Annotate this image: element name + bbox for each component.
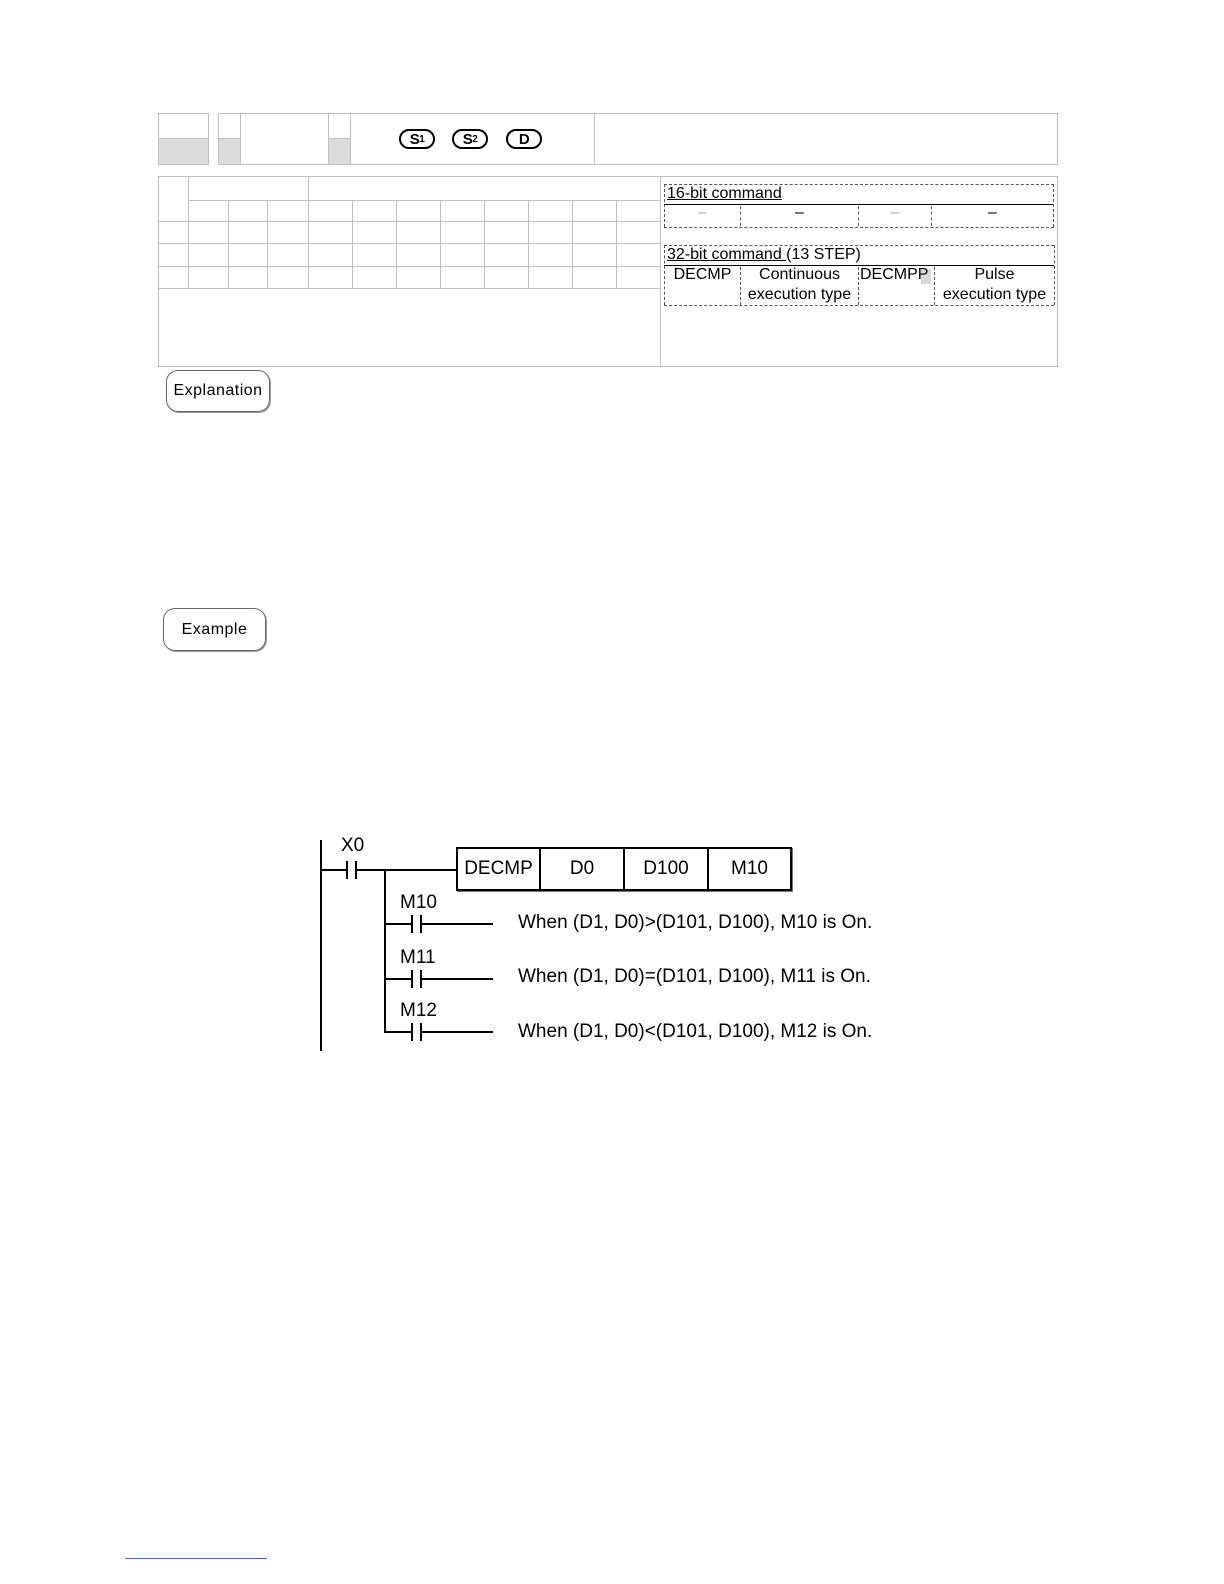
m12-contact-bar-left <box>411 1023 413 1041</box>
mnemonic-shade-2 <box>329 139 350 164</box>
x0-wire-right <box>357 869 456 871</box>
bit32-div-2 <box>858 267 859 305</box>
m12-contact-label: M12 <box>400 1000 437 1021</box>
x0-wire-left <box>322 869 346 871</box>
m10-contact-label: M10 <box>400 892 437 913</box>
operand-d: D <box>506 129 542 149</box>
instruction-s2-cell: D100 <box>625 848 709 890</box>
bit16-cell-4: – <box>988 204 997 221</box>
explanation-label: Explanation <box>166 370 270 412</box>
mnemonic-hline-1 <box>219 138 240 139</box>
mnemonic-divider-3 <box>350 113 351 165</box>
bit32-pulse-label-2: execution type <box>942 286 1047 303</box>
grid-vline <box>352 200 353 288</box>
grid-hline <box>159 288 660 289</box>
grid-vline <box>484 200 485 288</box>
x0-contact-bar-left <box>346 861 348 879</box>
bit32-title-steps: (13 STEP) <box>786 246 861 263</box>
branch-rail <box>384 870 386 1033</box>
grid-hline <box>159 221 660 222</box>
bit16-cell-3: – <box>890 204 900 221</box>
grid-vline <box>616 200 617 288</box>
grid-vline <box>228 200 229 288</box>
function-divider <box>594 113 595 165</box>
grid-vline <box>188 177 189 288</box>
bit16-bottom-border <box>664 227 1054 228</box>
m11-contact-bar-left <box>411 970 413 988</box>
instruction-mnemonic-cell: DECMP <box>458 848 541 890</box>
grid-vline <box>267 200 268 288</box>
m11-condition-text: When (D1, D0)=(D101, D100), M11 is On. <box>518 966 871 987</box>
grid-vline <box>528 200 529 288</box>
bit16-right-border <box>1053 184 1054 227</box>
left-power-rail <box>320 840 322 1051</box>
bit32-title <box>667 246 861 264</box>
grid-hline <box>159 243 660 244</box>
bit32-continuous-mnemonic: DECMP <box>673 266 732 283</box>
api-number-divider <box>159 138 208 139</box>
grid-vline <box>572 200 573 288</box>
m12-condition-text: When (D1, D0)<(D101, D100), M12 is On. <box>518 1021 873 1042</box>
grid-hline <box>159 266 660 267</box>
m11-wire-right <box>422 978 493 980</box>
bit32-pulse-mnemonic: DECMPP <box>860 266 929 283</box>
grid-vline <box>308 177 309 288</box>
bit32-pulse-label-1: Pulse <box>974 266 1015 283</box>
grid-hline <box>188 200 660 201</box>
bit32-title-underlined: 32-bit command <box>667 246 787 263</box>
m10-wire-right <box>422 923 493 925</box>
mnemonic-shade-1 <box>219 139 240 164</box>
m10-wire-left <box>386 923 411 925</box>
table-split <box>660 176 661 367</box>
m12-wire-right <box>422 1031 493 1033</box>
example-label: Example <box>163 608 266 651</box>
bit32-bottom-border <box>664 305 1054 306</box>
m11-wire-left <box>386 978 411 980</box>
m10-contact-bar-left <box>411 915 413 933</box>
instruction-d-cell: M10 <box>731 858 768 879</box>
x0-contact-label: X0 <box>341 835 365 856</box>
grid-vline <box>440 200 441 288</box>
mnemonic-divider-1 <box>240 113 241 165</box>
bit32-continuous-label-2: execution type <box>747 286 852 303</box>
bit32-continuous-label-1: Continuous <box>759 266 840 283</box>
bit32-right-border <box>1054 245 1055 305</box>
operand-s1: S 1 <box>399 129 435 149</box>
m11-contact-label: M11 <box>400 947 436 968</box>
bit16-title: 16-bit command <box>667 185 782 202</box>
m12-wire-left <box>386 1031 411 1033</box>
operand-s2: S 2 <box>452 129 488 149</box>
bit16-cell-2: – <box>795 204 804 221</box>
api-number-shade <box>159 139 208 164</box>
footnote-rule <box>125 1558 267 1559</box>
bit16-cell-1: – <box>698 204 707 221</box>
mnemonic-hline-2 <box>329 138 350 139</box>
m10-condition-text: When (D1, D0)>(D101, D100), M10 is On. <box>518 912 873 933</box>
grid-vline <box>396 200 397 288</box>
instruction-s1-cell: D0 <box>541 848 625 890</box>
